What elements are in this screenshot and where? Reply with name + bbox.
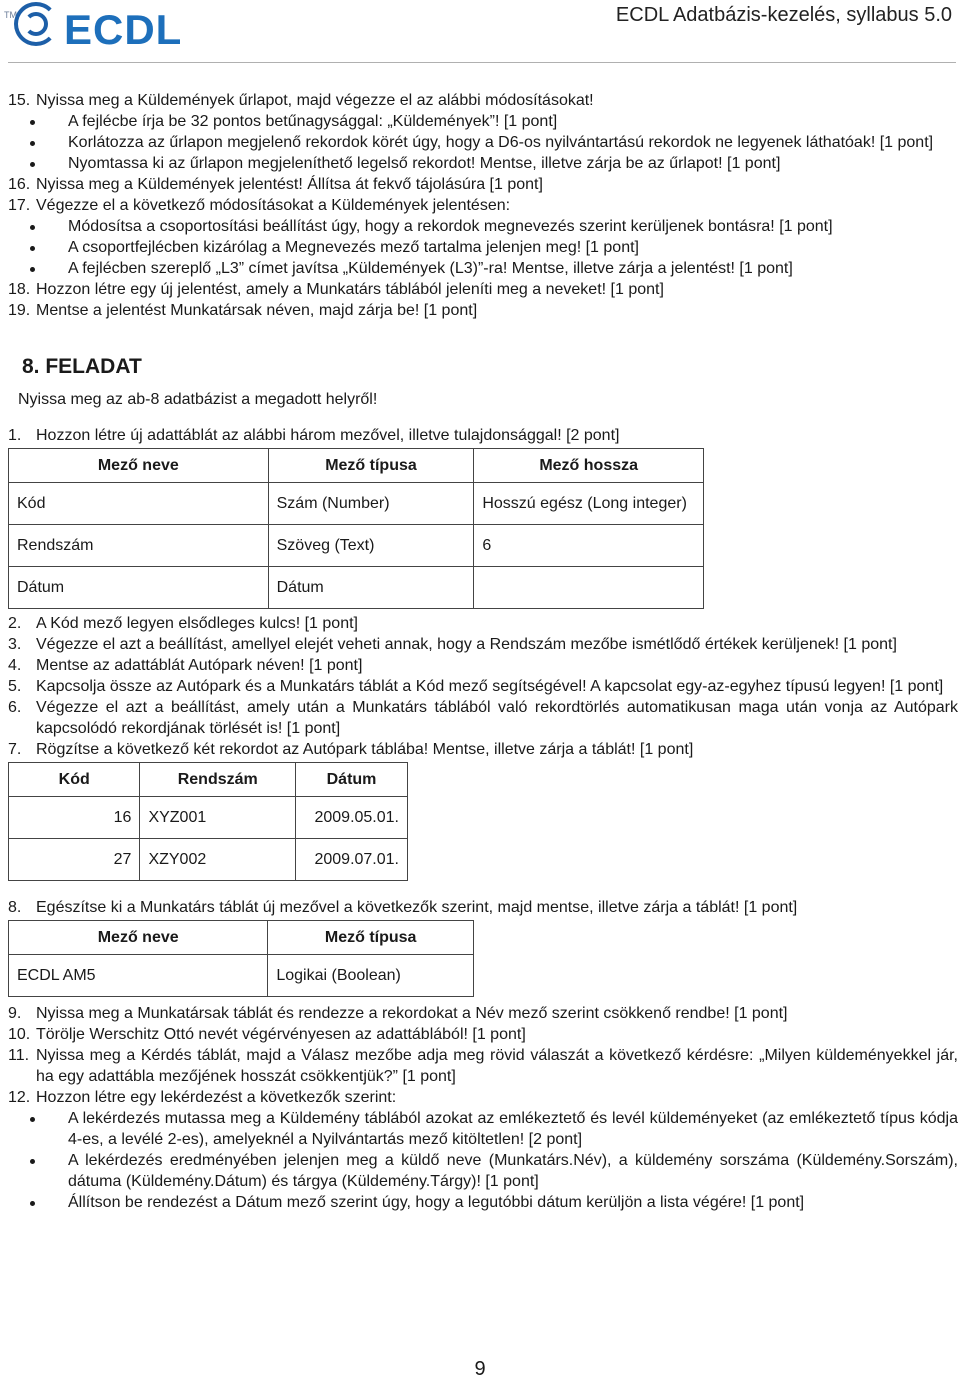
table-row bbox=[9, 567, 704, 609]
logo-text: ECDL bbox=[64, 6, 183, 53]
step-text: Végezze el azt a beállítást, amellyel elejét veheti annak, hogy a Rendszám mezőbe ismétlődő értékek kerüljenek! [1 pont] bbox=[36, 636, 897, 653]
bullet-item bbox=[8, 1150, 958, 1192]
table-header-row bbox=[9, 921, 474, 955]
step-text: Kapcsolja össze az Autópark és a Munkatárs táblát a Kód mező segítségével! A kapcsolat egy-az-egyhez típusú legyen! [1 pont] bbox=[36, 678, 944, 695]
table-cell: XZY002 bbox=[140, 839, 296, 881]
step-text: Hozzon létre egy új jelentést, amely a Munkatárs táblából jeleníti meg a neveket! [1 pont] bbox=[36, 281, 664, 298]
page-header bbox=[0, 0, 960, 62]
table-cell: ECDL AM5 bbox=[9, 955, 268, 997]
bullet-text: A lekérdezés eredményében jelenjen meg a küldő neve (Munkatárs.Név), a küldemény sorszáma (Küldemény.Sorszám), dátuma (Küldemény.Dátum) és tárgya (Küldemény.Tárgy)! [1 pont] bbox=[68, 1152, 958, 1190]
table-header-row bbox=[9, 763, 408, 797]
new-field-table bbox=[8, 920, 474, 997]
step-number: 8. bbox=[8, 899, 22, 916]
step-text: Végezze el azt a beállítást, amely után a Munkatárs táblából való rekordtörlés automatikusan maga után vonja az Autópark kapcsolódó rekordjának törlését is! [1 pont] bbox=[36, 699, 958, 737]
step-text: Mentse a jelentést Munkatársak néven, majd zárja be! [1 pont] bbox=[36, 302, 478, 319]
bullet-text: A lekérdezés mutassa meg a Küldemény táblából azokat az emlékeztető és levél küldeményeket (az emlékeztető típus kódja 4-es, a levélé 2-es), amelyeknél a Nyilvántartás mező kitöltetlen! [2 pont] bbox=[68, 1110, 958, 1148]
numbered-step bbox=[8, 1087, 958, 1108]
table-cell: Kód bbox=[9, 483, 269, 525]
table-cell: Rendszám bbox=[9, 525, 269, 567]
numbered-step bbox=[8, 300, 958, 321]
step-number: 1. bbox=[8, 427, 22, 444]
bullet-item bbox=[8, 258, 958, 279]
page-content bbox=[8, 90, 958, 1213]
step-number: 2. bbox=[8, 615, 22, 632]
table-cell: Szöveg (Text) bbox=[268, 525, 474, 567]
column-header: Mező neve bbox=[9, 921, 268, 955]
task-list-end bbox=[8, 1003, 958, 1213]
table-cell: Dátum bbox=[268, 567, 474, 609]
section-intro: Nyissa meg az ab-8 adatbázist a megadott helyről! bbox=[18, 391, 378, 408]
step-text: A Kód mező legyen elsődleges kulcs! [1 pont] bbox=[36, 615, 358, 632]
step-number: 19. bbox=[8, 302, 31, 319]
numbered-step bbox=[8, 655, 958, 676]
step-text: Rögzítse a következő két rekordot az Autópark táblába! Mentse, illetve zárja a táblát! [1 pont] bbox=[36, 741, 694, 758]
step-text: Nyissa meg a Küldemények jelentést! Állítsa át fekvő tájolásúra [1 pont] bbox=[36, 176, 543, 193]
table-cell: 2009.05.01. bbox=[296, 797, 408, 839]
step-number: 3. bbox=[8, 636, 22, 653]
column-header: Mező hossza bbox=[474, 449, 704, 483]
field-definition-table bbox=[8, 448, 704, 609]
step-text: Végezze el a következő módosításokat a Küldemények jelentésen: bbox=[36, 197, 511, 214]
task-list-continued bbox=[8, 90, 958, 321]
numbered-step bbox=[8, 279, 958, 300]
table-cell: Logikai (Boolean) bbox=[268, 955, 474, 997]
step-text: Hozzon létre új adattáblát az alábbi három mezővel, illetve tulajdonsággal! [2 pont] bbox=[36, 427, 620, 444]
column-header: Dátum bbox=[296, 763, 408, 797]
bullet-text: A csoportfejlécben kizárólag a Megnevezés mező tartalma jelenjen meg! [1 pont] bbox=[68, 239, 639, 256]
bullet-item bbox=[8, 111, 958, 132]
step-text: Hozzon létre egy lekérdezést a következők szerint: bbox=[36, 1089, 397, 1106]
table-cell: Szám (Number) bbox=[268, 483, 474, 525]
table-row bbox=[9, 797, 408, 839]
step-text: Nyissa meg a Küldemények űrlapot, majd végezze el az alábbi módosításokat! bbox=[36, 92, 594, 109]
table-row bbox=[9, 525, 704, 567]
table-cell: Dátum bbox=[9, 567, 269, 609]
numbered-step bbox=[8, 174, 958, 195]
column-header: Mező típusa bbox=[268, 449, 474, 483]
bullet-icon bbox=[30, 1201, 35, 1206]
table-cell: XYZ001 bbox=[140, 797, 296, 839]
bullet-icon bbox=[30, 246, 35, 251]
numbered-step bbox=[8, 1024, 958, 1045]
table-cell: 2009.07.01. bbox=[296, 839, 408, 881]
table-cell: 27 bbox=[9, 839, 140, 881]
step-number: 11. bbox=[8, 1047, 30, 1064]
numbered-step bbox=[8, 1045, 958, 1087]
column-header: Kód bbox=[9, 763, 140, 797]
trademark-mark: TM bbox=[4, 10, 17, 20]
step-text: Nyissa meg a Munkatársak táblát és rendezze a rekordokat a Név mező szerint csökkenő rendbe! [1 pont] bbox=[36, 1005, 788, 1022]
step-text: Nyissa meg a Kérdés táblát, majd a Válasz mezőbe adja meg rövid válaszát a következő kérdésre: „Milyen küldeményekkel jár, ha egy adattábla mezőjének hosszát csökkentjük?” [1 pont] bbox=[36, 1047, 958, 1085]
page-number: 9 bbox=[474, 1358, 486, 1380]
table-header-row bbox=[9, 449, 704, 483]
table-cell: 16 bbox=[9, 797, 140, 839]
numbered-step bbox=[8, 90, 958, 111]
record-table bbox=[8, 762, 408, 881]
step-text: Mentse az adattáblát Autópark néven! [1 pont] bbox=[36, 657, 363, 674]
bullet-item bbox=[8, 237, 958, 258]
bullet-icon bbox=[30, 225, 35, 230]
section-title: 8. FELADAT bbox=[22, 355, 142, 378]
numbered-step bbox=[8, 634, 958, 655]
bullet-text: Módosítsa a csoportosítási beállítást úgy, hogy a rekordok megnevezés szerint kerüljenek bontásra! [1 pont] bbox=[68, 218, 833, 235]
bullet-icon bbox=[30, 1117, 35, 1122]
logo-inner-ring-icon bbox=[24, 12, 48, 36]
step-number: 7. bbox=[8, 741, 22, 758]
step-text: Egészítse ki a Munkatárs táblát új mezővel a következők szerint, majd mentse, illetve zárja a táblát! [1 pont] bbox=[36, 899, 798, 916]
numbered-step bbox=[8, 195, 958, 216]
step-number: 12. bbox=[8, 1089, 31, 1106]
bullet-item bbox=[8, 1108, 958, 1150]
bullet-text: Nyomtassa ki az űrlapon megjeleníthető legelső rekordot! Mentse, illetve zárja be az űrlapot! [1 pont] bbox=[68, 155, 781, 172]
step-number: 15. bbox=[8, 92, 31, 109]
table-row bbox=[9, 483, 704, 525]
table-cell: Hosszú egész (Long integer) bbox=[474, 483, 704, 525]
step-text: Törölje Werschitz Ottó nevét végérvényesen az adattáblából! [1 pont] bbox=[36, 1026, 526, 1043]
bullet-text: Állítson be rendezést a Dátum mező szerint úgy, hogy a legutóbbi dátum kerüljön a lista végére! [1 pont] bbox=[68, 1194, 805, 1211]
table-row bbox=[9, 955, 474, 997]
column-header: Mező neve bbox=[9, 449, 269, 483]
numbered-step bbox=[8, 676, 958, 697]
bullet-icon bbox=[30, 141, 35, 146]
column-header: Rendszám bbox=[140, 763, 296, 797]
bullet-icon bbox=[30, 120, 35, 125]
bullet-text: A fejlécbe írja be 32 pontos betűnagysággal: „Küldemények”! [1 pont] bbox=[68, 113, 558, 130]
document-title: ECDL Adatbázis-kezelés, syllabus 5.0 bbox=[615, 4, 952, 26]
column-header: Mező típusa bbox=[268, 921, 474, 955]
bullet-text: Korlátozza az űrlapon megjelenő rekordok körét úgy, hogy a D6-os nyilvántartású rekordok ne legyenek láthatóak! [1 pont] bbox=[68, 134, 934, 151]
table-row bbox=[9, 839, 408, 881]
step-number: 9. bbox=[8, 1005, 22, 1022]
bullet-item bbox=[8, 1192, 958, 1213]
bullet-item bbox=[8, 153, 958, 174]
step-number: 17. bbox=[8, 197, 31, 214]
numbered-step bbox=[8, 739, 958, 760]
step-number: 10. bbox=[8, 1026, 31, 1043]
numbered-step bbox=[8, 1003, 958, 1024]
step-number: 16. bbox=[8, 176, 31, 193]
step-number: 4. bbox=[8, 657, 22, 674]
header-divider bbox=[8, 62, 956, 63]
steps-2-7 bbox=[8, 613, 958, 760]
step-number: 6. bbox=[8, 699, 22, 716]
bullet-icon bbox=[30, 162, 35, 167]
step-1 bbox=[8, 425, 958, 446]
step-number: 5. bbox=[8, 678, 22, 695]
bullet-text: A fejlécben szereplő „L3” címet javítsa „Küldemények (L3)”-ra! Mentse, illetve zárja a jelentést! [1 pont] bbox=[68, 260, 793, 277]
bullet-icon bbox=[30, 1159, 35, 1164]
table-cell: 6 bbox=[474, 525, 704, 567]
numbered-step bbox=[8, 697, 958, 739]
table-cell bbox=[474, 567, 704, 609]
step-8 bbox=[8, 897, 958, 918]
step-number: 18. bbox=[8, 281, 31, 298]
bullet-icon bbox=[30, 267, 35, 272]
numbered-step bbox=[8, 613, 958, 634]
bullet-item bbox=[8, 132, 958, 153]
bullet-item bbox=[8, 216, 958, 237]
